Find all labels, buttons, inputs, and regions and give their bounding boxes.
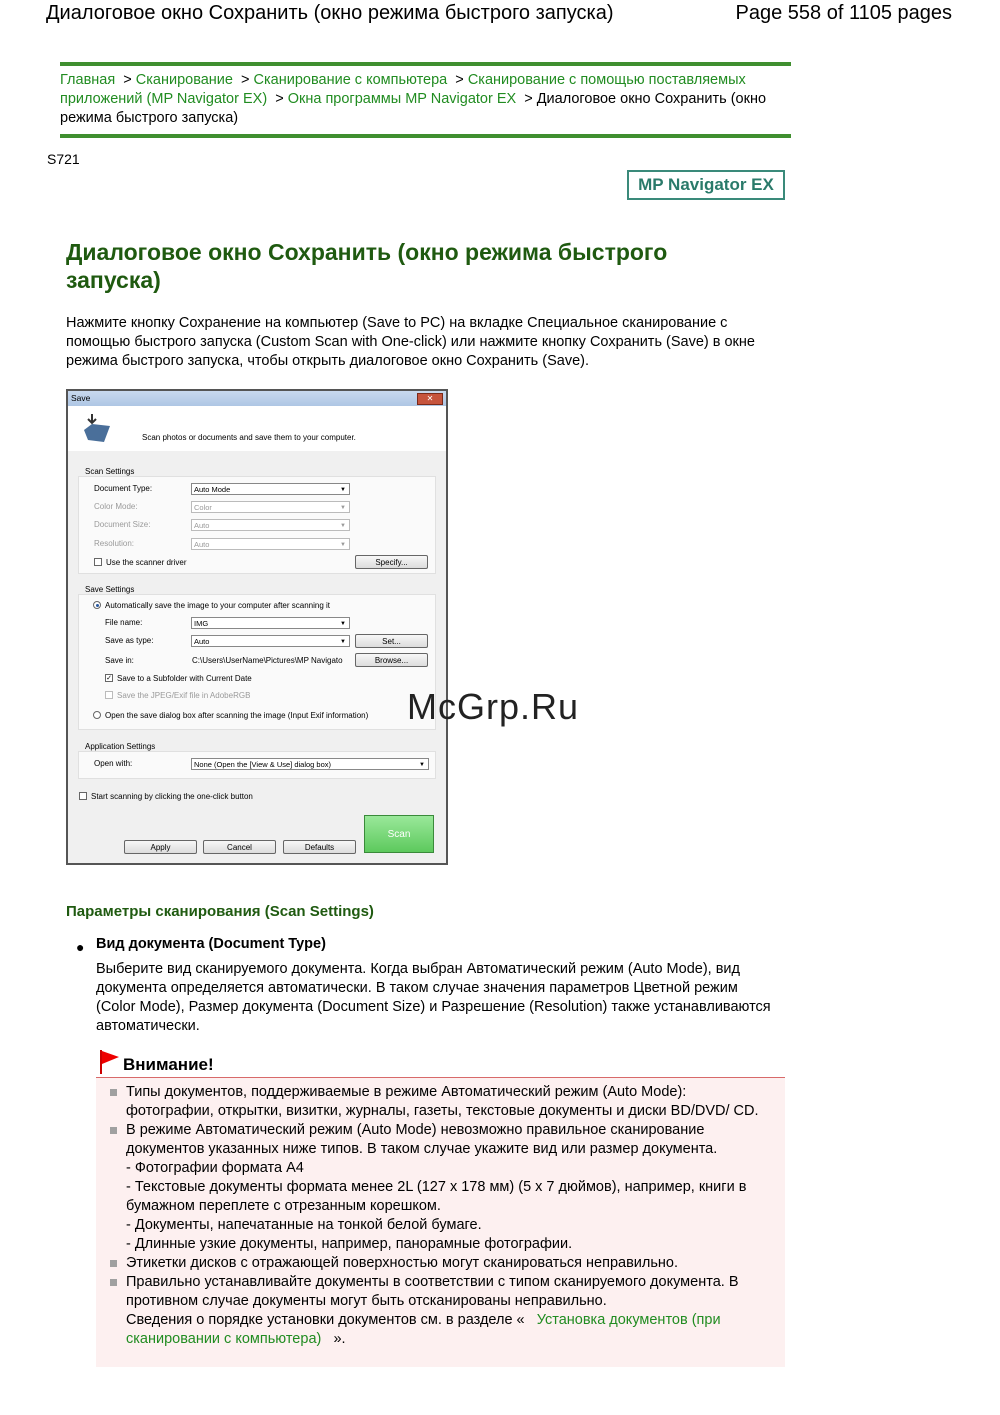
document-size-value: Auto xyxy=(194,521,210,530)
attention-subitem: - Фотографии формата A4 xyxy=(126,1160,304,1176)
open-with-select[interactable] xyxy=(191,758,429,770)
breadcrumb xyxy=(60,62,791,138)
attention-subitem: - Документы, напечатанные на тонкой белой бумаге. xyxy=(126,1217,482,1233)
chevron-down-icon: ▼ xyxy=(340,487,346,493)
save-dialog xyxy=(66,389,448,865)
close-icon[interactable]: ✕ xyxy=(417,393,443,405)
breadcrumb-separator: > xyxy=(520,91,533,107)
bullet-icon: ● xyxy=(76,939,85,955)
attention-item-text: В режиме Автоматический режим (Auto Mode) невозможно правильное сканирование документов указанных ниже типов. В таком случае укажите вид или размер документа. xyxy=(126,1122,718,1157)
chevron-down-icon: ▼ xyxy=(340,505,346,511)
reference-suffix: ». xyxy=(333,1331,346,1347)
subfolder-label: Save to a Subfolder with Current Date xyxy=(117,674,252,683)
list-item xyxy=(96,1254,776,1273)
document-title: Диалоговое окно Сохранить (окно режима быстрого запуска) xyxy=(46,2,614,24)
bullet-description: Выберите вид сканируемого документа. Когда выбран Автоматический режим (Auto Mode), вид документа определяется автоматически. В таком случае значения параметров Цветной режим (Color Mode), Размер документа (Document Size) и Разрешение (Resolution) также устанавливаются автоматически. xyxy=(96,961,771,1034)
breadcrumb-separator: > xyxy=(119,72,132,88)
attention-box xyxy=(96,1047,785,1367)
dialog-title: Save xyxy=(71,393,91,403)
save-as-type-select[interactable] xyxy=(191,635,350,647)
use-driver-checkbox[interactable] xyxy=(94,558,102,566)
dialog-header-text: Scan photos or documents and save them to your computer. xyxy=(142,433,356,442)
breadcrumb-link-scanning[interactable]: Сканирование xyxy=(135,72,233,88)
save-in-label: Save in: xyxy=(105,656,134,665)
defaults-button[interactable]: Defaults xyxy=(283,840,356,854)
reference-prefix: Сведения о порядке установки документов см. в разделе « xyxy=(126,1312,525,1328)
intro-paragraph: Нажмите кнопку Сохранение на компьютер (Save to PC) на вкладке Специальное сканирование с помощью быстрого запуска (Custom Scan with One-click) или нажмите кнопку Сохранить (Save) в окне режима быстрого запуска, чтобы открыть диалоговое окно Сохранить (Save). xyxy=(66,315,755,369)
resolution-label: Resolution: xyxy=(94,539,135,548)
specify-button[interactable]: Specify... xyxy=(355,555,428,569)
document-type-select[interactable] xyxy=(191,483,350,495)
dialog-title-bar xyxy=(68,391,446,406)
file-name-label: File name: xyxy=(105,618,143,627)
save-as-type-label: Save as type: xyxy=(105,636,154,645)
apply-button[interactable]: Apply xyxy=(124,840,197,854)
breadcrumb-separator: > xyxy=(271,91,284,107)
browse-button[interactable]: Browse... xyxy=(355,653,428,667)
resolution-value: Auto xyxy=(194,540,210,549)
placing-documents-link[interactable]: Установка документов (при сканировании с компьютера) xyxy=(126,1312,721,1347)
list-item xyxy=(96,1083,776,1121)
product-badge: MP Navigator EX xyxy=(627,170,785,200)
page-code: S721 xyxy=(47,151,80,167)
attention-item-reference xyxy=(126,1311,776,1349)
use-driver-label: Use the scanner driver xyxy=(106,558,187,567)
attention-item-text: Правильно устанавливайте документы в соответствии с типом сканируемого документа. В противном случае документы могут быть отсканированы неправильно. xyxy=(126,1274,739,1309)
attention-item-text: Типы документов, поддерживаемые в режиме Автоматический режим (Auto Mode): фотографии, открытки, визитки, журналы, газеты, текстовые документы и диски BD/DVD/ CD. xyxy=(126,1084,759,1119)
open-with-value: None (Open the [View & Use] dialog box) xyxy=(194,760,332,769)
color-mode-label: Color Mode: xyxy=(94,502,138,511)
color-mode-select[interactable] xyxy=(191,501,350,513)
save-folder-icon xyxy=(80,412,114,444)
breadcrumb-separator: > xyxy=(451,72,464,88)
list-item xyxy=(96,1121,776,1254)
breadcrumb-link-scan-from-pc[interactable]: Сканирование с компьютера xyxy=(253,72,448,88)
cancel-button[interactable]: Cancel xyxy=(203,840,276,854)
breadcrumb-link-home[interactable]: Главная xyxy=(60,72,116,88)
adobergb-label: Save the JPEG/Exif file in AdobeRGB xyxy=(117,691,251,700)
page-counter: Page 558 of 1105 pages xyxy=(735,2,952,24)
chevron-down-icon: ▼ xyxy=(340,542,346,548)
breadcrumb-separator: > xyxy=(237,72,250,88)
breadcrumb-current: Диалоговое окно Сохранить (окно режима быстрого запуска) xyxy=(60,91,767,126)
attention-header xyxy=(96,1047,785,1078)
document-type-label: Document Type: xyxy=(94,484,153,493)
chevron-down-icon: ▼ xyxy=(419,762,425,768)
save-as-type-value: Auto xyxy=(194,637,210,646)
one-click-label: Start scanning by clicking the one-click button xyxy=(91,792,253,801)
list-item xyxy=(96,1273,776,1349)
attention-subitem: - Длинные узкие документы, например, панорамные фотографии. xyxy=(126,1236,573,1252)
attention-item-text: Этикетки дисков с отражающей поверхностью могут сканироваться неправильно. xyxy=(126,1255,678,1271)
red-flag-icon xyxy=(98,1049,120,1075)
file-name-value: IMG xyxy=(194,619,209,628)
breadcrumb-link-scan-with-apps[interactable]: Сканирование с помощью поставляемых приложений (MP Navigator EX) xyxy=(60,72,746,107)
one-click-checkbox[interactable] xyxy=(79,792,87,800)
breadcrumb-link-navigator-windows[interactable]: Окна программы MP Navigator EX xyxy=(287,91,517,107)
chevron-down-icon: ▼ xyxy=(340,523,346,529)
scan-button[interactable]: Scan xyxy=(364,815,434,853)
attention-list xyxy=(96,1083,776,1349)
open-dialog-label: Open the save dialog box after scanning the image (Input Exif information) xyxy=(105,711,369,720)
subfolder-checkbox[interactable]: ✓ xyxy=(106,675,112,682)
attention-title: Внимание! xyxy=(123,1055,214,1074)
file-name-input[interactable] xyxy=(191,617,350,629)
dialog-header xyxy=(68,406,446,451)
page-title: Диалоговое окно Сохранить (окно режима быстрого запуска) xyxy=(66,239,668,293)
resolution-select[interactable] xyxy=(191,538,350,550)
document-size-label: Document Size: xyxy=(94,520,151,529)
bullet-title: Вид документа (Document Type) xyxy=(96,936,326,952)
document-type-value: Auto Mode xyxy=(194,485,231,494)
open-with-label: Open with: xyxy=(94,759,133,768)
set-button[interactable]: Set... xyxy=(355,634,428,648)
section-title: Параметры сканирования (Scan Settings) xyxy=(66,903,374,920)
chevron-down-icon: ▼ xyxy=(340,621,346,627)
auto-save-radio[interactable] xyxy=(93,601,101,609)
scan-settings-label: Scan Settings xyxy=(85,467,135,476)
save-settings-label: Save Settings xyxy=(85,585,135,594)
chevron-down-icon: ▼ xyxy=(340,639,346,645)
open-dialog-radio[interactable] xyxy=(93,711,101,719)
save-in-path: C:\Users\UserName\Pictures\MP Navigato xyxy=(192,656,343,665)
app-settings-label: Application Settings xyxy=(85,742,156,751)
attention-subitem: - Текстовые документы формата менее 2L (127 x 178 мм) (5 x 7 дюймов), например, книги в бумажном переплете с отрезанным корешком. xyxy=(126,1179,747,1214)
watermark: McGrp.Ru xyxy=(407,686,580,727)
adobergb-checkbox[interactable] xyxy=(105,691,113,699)
auto-save-label: Automatically save the image to your computer after scanning it xyxy=(105,601,330,610)
document-size-select[interactable] xyxy=(191,519,350,531)
color-mode-value: Color xyxy=(194,503,212,512)
